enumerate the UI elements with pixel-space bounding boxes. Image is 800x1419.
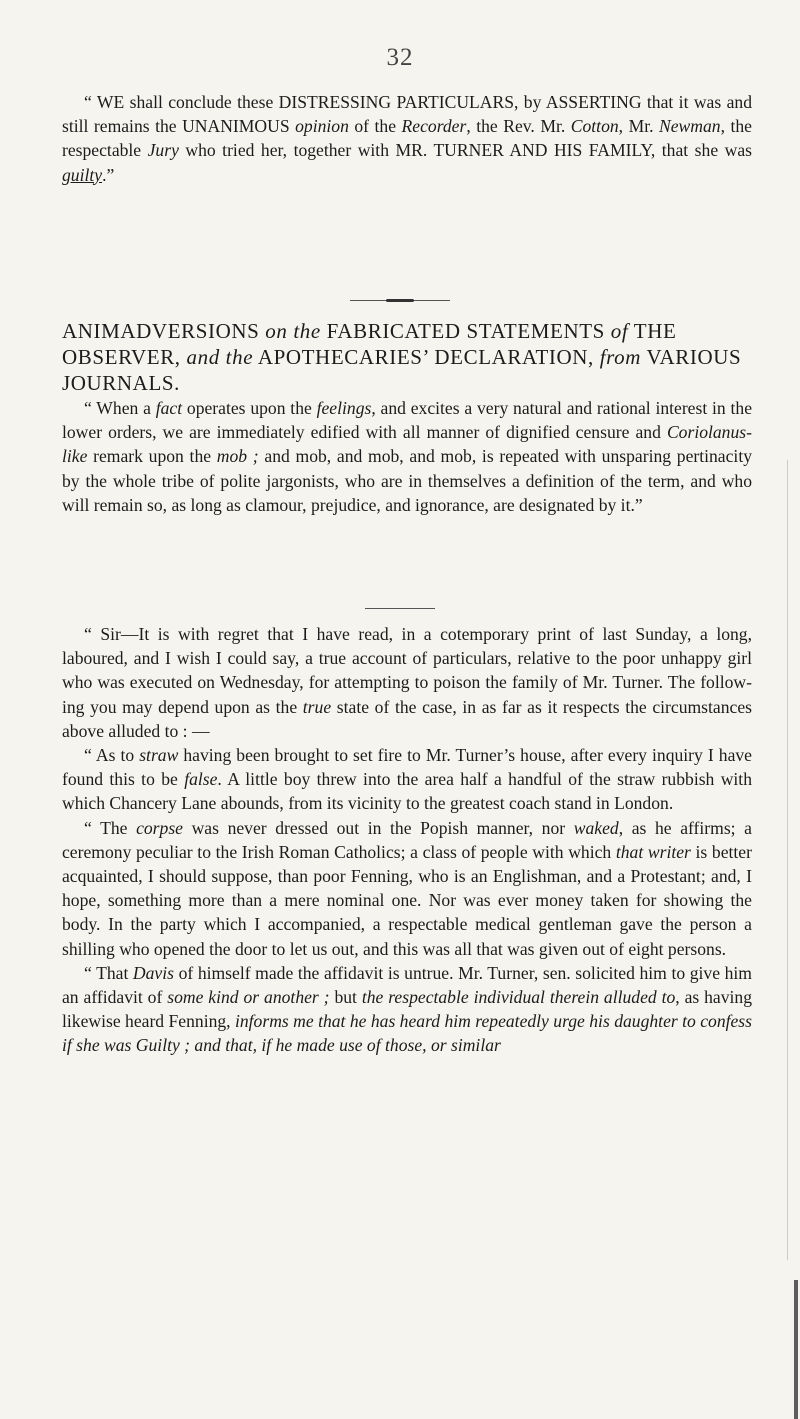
page-number: 32 bbox=[386, 44, 414, 71]
letter-paragraph-3: “ The corpse was never dressed out in the Popish manner, nor waked, as he affirms; a ceremony peculiar to the Irish Roman Catholics; a class of people with which that writer is better acquainted, I should suppose, than poor Fenning, who is an Englishman, and a Protestant; and, I hope, something more than a mere nominal one. Nor was ever money taken for showing the body. In the party which I accompanied, a respectable medical gentleman gave the person a shilling who opened the door to let us out, and this was all that was given out of eight persons. bbox=[62, 817, 752, 959]
letter-paragraph-4: “ That Davis of himself made the affidavit is untrue. Mr. Turner, sen. solicited him to give him an affidavit of some kind or another ; but the respectable individual therein alluded to, as having likewise heard Fenning, informs me that he has heard him repeatedly urge his daughter to confess if she was Guilty ; and that, if he made use of those, or similar bbox=[62, 962, 753, 1056]
page-edge-shadow bbox=[787, 460, 788, 1260]
binding-edge-mark bbox=[794, 1280, 798, 1419]
letter-paragraph-2: “ As to straw having been brought to set fire to Mr. Turner’s house, after every inquiry I have found this to be false. A little boy threw into the area half a handful of the straw rubbish with which Chancery Lane abounds, from its vicinity to the greatest coach stand in London. bbox=[62, 745, 752, 814]
section-heading: ANIMADVERSIONS on the FABRICATED STATEMENTS of THE OBSERVER, and the APOTHECARIES’ DECLARATION, from VARIOUS JOURNALS. bbox=[62, 319, 742, 395]
short-divider bbox=[365, 608, 435, 610]
letter-body bbox=[62, 622, 752, 1058]
quoted-paragraph: “ When a fact operates upon the feelings, and excites a very natural and rational interest in the lower orders, we are immediately edified with all manner of dignified censure and Coriolanus-like remark upon the mob ; and mob, and mob, and mob, is repeated with unsparing pertinacity by the whole tribe of polite jargonists, who are in themselves a definition of the term, and who will remain so, as long as clamour, prejudice, and ignorance, are designated by it.” bbox=[62, 398, 753, 515]
opening-paragraph: “ WE shall conclude these DISTRESSING PARTICULARS, by ASSERTING that it was and still remains the UNANIMOUS opinion of the Recorder, the Rev. Mr. Cotton, Mr. Newman, the respectable Jury who tried her, together with MR. TURNER AND HIS FAMILY, that she was guilty.” bbox=[62, 92, 752, 185]
letter-paragraph-1: “ Sir—It is with regret that I have read, in a cotemporary print of last Sunday, a long, laboured, and I wish I could say, a true account of particulars, relative to the poor unhappy girl who was executed on Wednesday, for attempting to poison the family of Mr. Turner. The following you may depend upon as the true state of the case, in as far as it respects the circumstances above alluded to : — bbox=[62, 624, 752, 741]
ornamental-divider bbox=[350, 299, 450, 302]
